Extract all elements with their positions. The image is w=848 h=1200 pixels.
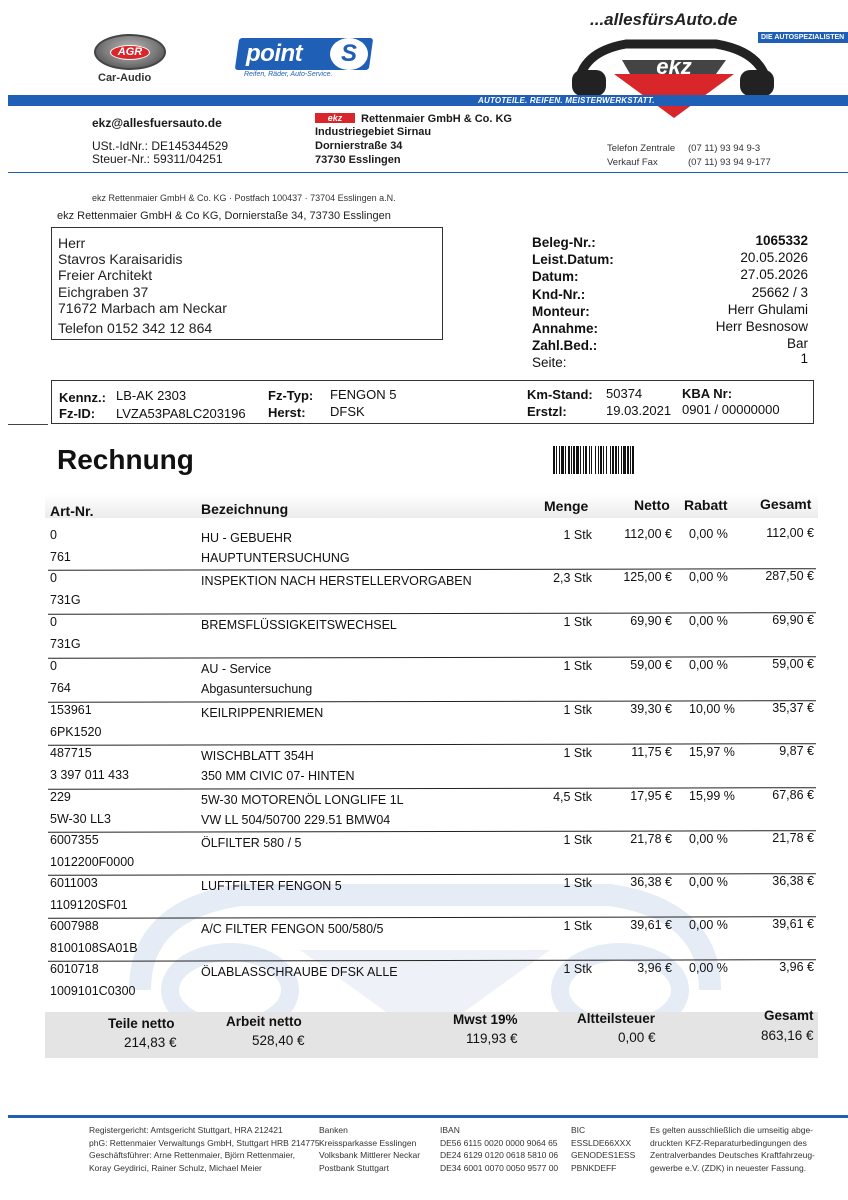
meta-value-datum: 27.05.2026 bbox=[740, 267, 808, 282]
meta-value-zahl: Bar bbox=[786, 336, 808, 351]
cell-netto: 11,75 € bbox=[631, 745, 672, 759]
meta-label-annahme: Annahme: bbox=[532, 321, 599, 336]
km-label: Km-Stand: bbox=[527, 387, 593, 402]
cell-netto: 112,00 € bbox=[624, 527, 672, 541]
ekz-watermark bbox=[80, 840, 770, 1040]
footer-rule bbox=[8, 1115, 848, 1118]
cell-rabatt: 0,00 % bbox=[689, 918, 728, 932]
cell-gesamt: 36,38 € bbox=[772, 874, 814, 888]
cell-artnr-sub: 8100108SA01B bbox=[50, 941, 138, 955]
cell-menge: 1 Stk bbox=[563, 876, 592, 890]
footer-register: Registergericht: Amtsgericht Stuttgart, HRA 212421 phG: Rettenmaier Verwaltungs GmbH, Stuttgart HRB 214775 Geschäftsführer: Arne Rettenmaier, Björn Rettenmaier, Koray Geydirici, Rainer Schulz, Michael Meier bbox=[89, 1125, 320, 1173]
agr-logo bbox=[94, 34, 166, 70]
mwst-value: 119,93 € bbox=[466, 1031, 518, 1046]
teile-netto-value: 214,83 € bbox=[124, 1035, 177, 1050]
cell-bezeichnung: LUFTFILTER FENGON 5 bbox=[201, 879, 342, 893]
kba-value: 0901 / 00000000 bbox=[682, 402, 780, 417]
cell-menge: 1 Stk bbox=[563, 703, 592, 717]
col-header-netto: Netto bbox=[634, 497, 670, 513]
cell-rabatt: 15,99 % bbox=[689, 789, 735, 803]
steuer-nr: Steuer-Nr.: 59311/04251 bbox=[92, 152, 223, 166]
fztyp-label: Fz-Typ: bbox=[268, 388, 314, 403]
cell-artnr: 229 bbox=[50, 790, 71, 804]
cell-menge: 1 Stk bbox=[563, 833, 592, 847]
meta-label-knd: Knd-Nr.: bbox=[532, 287, 586, 302]
cell-menge: 1 Stk bbox=[563, 659, 592, 673]
meta-label-seite: Seite: bbox=[532, 355, 567, 370]
cell-bezeichnung-sub: VW LL 504/50700 229.51 BMW04 bbox=[201, 813, 391, 827]
altteil-label: Altteilsteuer bbox=[577, 1011, 656, 1026]
cell-artnr-sub: 5W-30 LL3 bbox=[50, 812, 111, 826]
cell-bezeichnung: HU - GEBUEHR bbox=[201, 531, 292, 545]
recipient-line: Stavros Karaisaridis bbox=[58, 251, 183, 267]
cell-bezeichnung-sub: Abgasuntersuchung bbox=[201, 682, 313, 696]
ekz-logo bbox=[566, 30, 780, 120]
cell-gesamt: 9,87 € bbox=[779, 744, 814, 758]
document-title: Rechnung bbox=[57, 444, 194, 475]
sender-address: ekz Rettenmaier GmbH & Co KG, Dornierstaße 34, 73730 Esslingen bbox=[57, 210, 391, 222]
fax-label: Verkauf Fax bbox=[607, 157, 658, 168]
point-logo-text: point bbox=[246, 40, 303, 67]
meta-label-datum: Datum: bbox=[532, 269, 579, 284]
barcode bbox=[553, 446, 671, 474]
altteil-value: 0,00 € bbox=[618, 1030, 656, 1045]
recipient-line: Freier Architekt bbox=[58, 267, 153, 283]
meta-label-monteur: Monteur: bbox=[532, 304, 590, 319]
fzid-value: LVZA53PA8LC203196 bbox=[116, 406, 246, 421]
cell-rabatt: 0,00 % bbox=[689, 527, 728, 541]
cell-menge: 1 Stk bbox=[563, 528, 592, 542]
cell-netto: 39,30 € bbox=[630, 702, 672, 716]
meta-value-seite: 1 bbox=[800, 351, 808, 366]
cell-artnr-sub: 1109120SF01 bbox=[50, 898, 128, 912]
cell-artnr: 6011003 bbox=[50, 876, 98, 890]
arbeit-netto-value: 528,40 € bbox=[252, 1033, 305, 1048]
cell-netto: 21,78 € bbox=[630, 832, 672, 846]
herst-value: DFSK bbox=[330, 404, 365, 419]
cell-artnr-sub: 731G bbox=[50, 593, 81, 607]
company-city: 73730 Esslingen bbox=[315, 154, 401, 166]
herst-label: Herst: bbox=[268, 405, 306, 420]
cell-netto: 125,00 € bbox=[623, 570, 672, 584]
cell-artnr: 6007988 bbox=[50, 919, 99, 933]
cell-rabatt: 0,00 % bbox=[689, 614, 728, 628]
cell-artnr: 0 bbox=[50, 571, 57, 585]
sender-postfach: ekz Rettenmaier GmbH & Co. KG · Postfach 100437 · 73704 Esslingen a.N. bbox=[92, 193, 396, 203]
meta-value-leist: 20.05.2026 bbox=[740, 250, 808, 265]
cell-bezeichnung: BREMSFLÜSSIGKEITSWECHSEL bbox=[201, 618, 397, 632]
cell-netto: 36,38 € bbox=[630, 875, 672, 889]
cell-menge: 1 Stk bbox=[563, 746, 592, 760]
meta-value-annahme: Herr Besnosow bbox=[715, 319, 808, 334]
ekz-mark: ekz bbox=[315, 113, 355, 123]
fztyp-value: FENGON 5 bbox=[330, 387, 397, 402]
cell-netto: 59,00 € bbox=[630, 658, 672, 672]
recipient-phone: Telefon 0152 342 12 864 bbox=[58, 320, 213, 336]
header-rule bbox=[8, 172, 848, 173]
cell-artnr: 0 bbox=[50, 659, 57, 673]
kennz-label: Kennz.: bbox=[59, 390, 106, 405]
cell-rabatt: 0,00 % bbox=[689, 570, 728, 584]
cell-netto: 69,90 € bbox=[630, 614, 672, 628]
col-header-rabatt: Rabatt bbox=[684, 497, 728, 513]
meta-value-beleg: 1065332 bbox=[755, 233, 808, 248]
cell-netto: 39,61 € bbox=[630, 918, 672, 932]
cell-rabatt: 0,00 % bbox=[689, 961, 728, 975]
cell-bezeichnung: INSPEKTION NACH HERSTELLERVORGABEN bbox=[201, 574, 472, 588]
tel-label: Telefon Zentrale bbox=[607, 143, 676, 154]
cell-artnr-sub: 6PK1520 bbox=[50, 725, 102, 739]
cell-rabatt: 0,00 % bbox=[689, 658, 728, 672]
arbeit-netto-label: Arbeit netto bbox=[226, 1014, 302, 1029]
meta-label-zahl: Zahl.Bed.: bbox=[532, 338, 598, 353]
cell-artnr-sub: 1012200F0000 bbox=[50, 855, 135, 869]
cell-menge: 1 Stk bbox=[563, 919, 592, 933]
cell-menge: 1 Stk bbox=[563, 615, 592, 629]
recipient-line: Herr bbox=[58, 235, 86, 251]
cell-bezeichnung: WISCHBLATT 354H bbox=[201, 749, 314, 763]
cell-gesamt: 35,37 € bbox=[772, 701, 814, 715]
cell-bezeichnung-sub: HAUPTUNTERSUCHUNG bbox=[201, 551, 350, 565]
cell-menge: 2,3 Stk bbox=[553, 571, 592, 585]
meta-label-leist: Leist.Datum: bbox=[532, 252, 614, 267]
cell-artnr-sub: 764 bbox=[50, 681, 71, 695]
agr-logo-text: AGR bbox=[110, 45, 150, 60]
erstzl-label: Erstzl: bbox=[527, 404, 567, 419]
cell-rabatt: 0,00 % bbox=[689, 832, 728, 846]
tel-value: (07 11) 93 94 9-3 bbox=[688, 143, 761, 154]
fax-value: (07 11) 93 94 9-177 bbox=[688, 157, 771, 168]
fzid-label: Fz-ID: bbox=[59, 406, 96, 421]
cell-artnr: 0 bbox=[50, 528, 57, 542]
cell-gesamt: 67,86 € bbox=[772, 788, 814, 802]
cell-bezeichnung: A/C FILTER FENGON 500/580/5 bbox=[201, 922, 384, 936]
cell-rabatt: 15,97 % bbox=[689, 745, 735, 759]
cell-artnr-sub: 731G bbox=[50, 637, 81, 651]
cell-artnr: 0 bbox=[50, 615, 57, 629]
cell-artnr: 6010718 bbox=[50, 962, 99, 976]
company-street1: Industriegebiet Sirnau bbox=[315, 126, 432, 138]
band-slogan: AUTOTEILE. REIFEN. MEISTERWERKSTATT. bbox=[478, 96, 655, 105]
ust-id: USt.-IdNr.: DE145344529 bbox=[92, 139, 229, 153]
meta-label-beleg: Beleg-Nr.: bbox=[532, 235, 596, 250]
km-value: 50374 bbox=[606, 386, 643, 401]
cell-bezeichnung-sub: 350 MM CIVIC 07- HINTEN bbox=[201, 769, 355, 783]
kennz-value: LB-AK 2303 bbox=[116, 388, 187, 403]
meta-value-knd: 25662 / 3 bbox=[751, 285, 808, 300]
cell-netto: 3,96 € bbox=[637, 961, 672, 975]
cell-artnr-sub: 3 397 011 433 bbox=[50, 768, 130, 782]
footer-banks: Banken Kreissparkasse Esslingen Volksbank Mittlerer Neckar Postbank Stuttgart bbox=[319, 1125, 421, 1173]
cell-menge: 4,5 Stk bbox=[553, 790, 592, 804]
company-email: ekz@allesfuersauto.de bbox=[92, 116, 222, 130]
col-header-artnr: Art-Nr. bbox=[50, 503, 94, 519]
header-blue-band bbox=[8, 95, 848, 106]
footer-iban: IBAN DE56 6115 0020 0000 9064 65 DE24 6129 0120 0618 5810 06 DE34 6001 0070 0050 9577 00 bbox=[440, 1125, 559, 1173]
cell-gesamt: 59,00 € bbox=[772, 657, 814, 671]
cell-artnr-sub: 761 bbox=[50, 550, 71, 564]
gesamt-value: 863,16 € bbox=[761, 1028, 814, 1043]
cell-gesamt: 112,00 € bbox=[766, 526, 814, 540]
cell-bezeichnung: KEILRIPPENRIEMEN bbox=[201, 706, 324, 720]
fold-mark bbox=[8, 424, 48, 425]
cell-gesamt: 21,78 € bbox=[772, 831, 814, 845]
teile-netto-label: Teile netto bbox=[108, 1016, 175, 1031]
cell-netto: 17,95 € bbox=[630, 789, 672, 803]
erstzl-value: 19.03.2021 bbox=[606, 403, 672, 418]
cell-gesamt: 39,61 € bbox=[772, 917, 814, 931]
meta-value-monteur: Herr Ghulami bbox=[727, 302, 808, 317]
recipient-line: 71672 Marbach am Neckar bbox=[58, 300, 227, 316]
ekz-logo-text: ekz bbox=[656, 54, 692, 79]
cell-artnr-sub: 1009101C0300 bbox=[50, 984, 136, 998]
point-subtitle: Reifen, Räder, Auto-Service. bbox=[244, 71, 333, 78]
cell-artnr: 487715 bbox=[50, 746, 92, 760]
cell-bezeichnung: AU - Service bbox=[201, 662, 272, 676]
cell-gesamt: 69,90 € bbox=[772, 613, 814, 627]
col-header-menge: Menge bbox=[544, 498, 589, 514]
cell-rabatt: 10,00 % bbox=[689, 702, 735, 716]
point-logo-s: S bbox=[330, 38, 368, 70]
cell-bezeichnung: ÖLFILTER 580 / 5 bbox=[201, 836, 302, 850]
spezialisten-badge: DIE AUTOSPEZIALISTEN bbox=[758, 32, 848, 43]
mwst-label: Mwst 19% bbox=[453, 1012, 518, 1027]
cell-bezeichnung: 5W-30 MOTORENÖL LONGLIFE 1L bbox=[201, 793, 404, 807]
kba-label: KBA Nr: bbox=[682, 386, 733, 401]
cell-artnr: 153961 bbox=[50, 703, 92, 717]
company-name: Rettenmaier GmbH & Co. KG bbox=[361, 113, 512, 125]
cell-rabatt: 0,00 % bbox=[689, 875, 728, 889]
cell-bezeichnung: ÖLABLASSCHRAUBE DFSK ALLE bbox=[201, 965, 398, 979]
allesfuersauto-title: ...allesfürsAuto.de bbox=[590, 10, 738, 29]
cell-menge: 1 Stk bbox=[563, 962, 592, 976]
gesamt-label: Gesamt bbox=[764, 1008, 814, 1023]
cell-artnr: 6007355 bbox=[50, 833, 99, 847]
col-header-gesamt: Gesamt bbox=[760, 496, 812, 512]
recipient-line: Eichgraben 37 bbox=[58, 284, 149, 300]
cell-gesamt: 3,96 € bbox=[779, 960, 814, 974]
col-header-bezeichnung: Bezeichnung bbox=[201, 501, 289, 517]
footer-terms: Es gelten ausschließlich die umseitig abge- druckten KFZ-Reparaturbedingungen des Zentralverbandes Deutsches Kraftfahrzeug- gewerbe e.V. (ZDK) in neuester Fassung. bbox=[650, 1125, 815, 1173]
company-street2: Dornierstraße 34 bbox=[315, 140, 403, 152]
footer-bic: BIC ESSLDE66XXX GENODES1ESS PBNKDEFF bbox=[571, 1125, 636, 1173]
cell-gesamt: 287,50 € bbox=[765, 569, 814, 583]
agr-subtitle: Car-Audio bbox=[98, 72, 152, 84]
